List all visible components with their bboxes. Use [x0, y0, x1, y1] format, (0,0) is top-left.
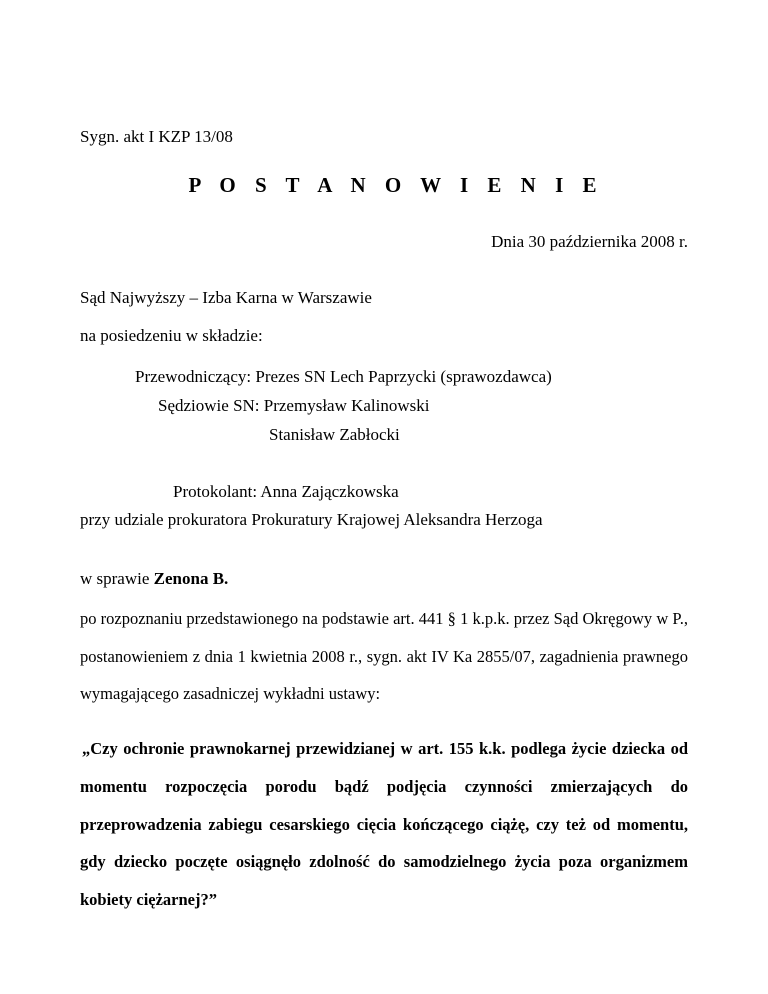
- court-name: Sąd Najwyższy – Izba Karna w Warszawie: [80, 288, 372, 307]
- case-prefix: w sprawie: [80, 569, 154, 588]
- session-line: na posiedzeniu w składzie:: [80, 326, 263, 345]
- legal-question: „Czy ochronie prawnokarnej przewidzianej w art. 155 k.k. podlega życie dziecka od momentu rozpoczęcia porodu bądź podjęcia czynności zmierzających do przeprowadzenia zabiegu cesarskiego cięcia kończącego ciążę, czy też od momentu, gdy dziecko poczęte osiągnęło zdolność do samodzielnego życia poza organizmem kobiety ciężarnej?”: [80, 739, 688, 910]
- clerk-line: Protokolant: Anna Zajączkowska: [173, 482, 399, 501]
- document-title: P O S T A N O W I E N I E: [188, 173, 604, 197]
- prosecutor-line: przy udziale prokuratora Prokuratury Krajowej Aleksandra Herzoga: [80, 510, 543, 529]
- case-line: [80, 569, 228, 589]
- defendant-name: Zenona B.: [153, 569, 229, 588]
- body-paragraph: po rozpoznaniu przedstawionego na podstawie art. 441 § 1 k.p.k. przez Sąd Okręgowy w P., postanowieniem z dnia 1 kwietnia 2008 r., sygn. akt IV Ka 2855/07, zagadnienia prawnego wymagającego zasadniczej wykładni ustawy:: [80, 609, 688, 703]
- case-signature: Sygn. akt I KZP 13/08: [80, 127, 233, 146]
- judges-line: Sędziowie SN: Przemysław Kalinowski: [158, 396, 430, 415]
- chair-line: Przewodniczący: Prezes SN Lech Paprzycki (sprawozdawca): [135, 367, 552, 386]
- document-date: Dnia 30 października 2008 r.: [491, 232, 688, 251]
- second-judge-line: Stanisław Zabłocki: [269, 425, 400, 444]
